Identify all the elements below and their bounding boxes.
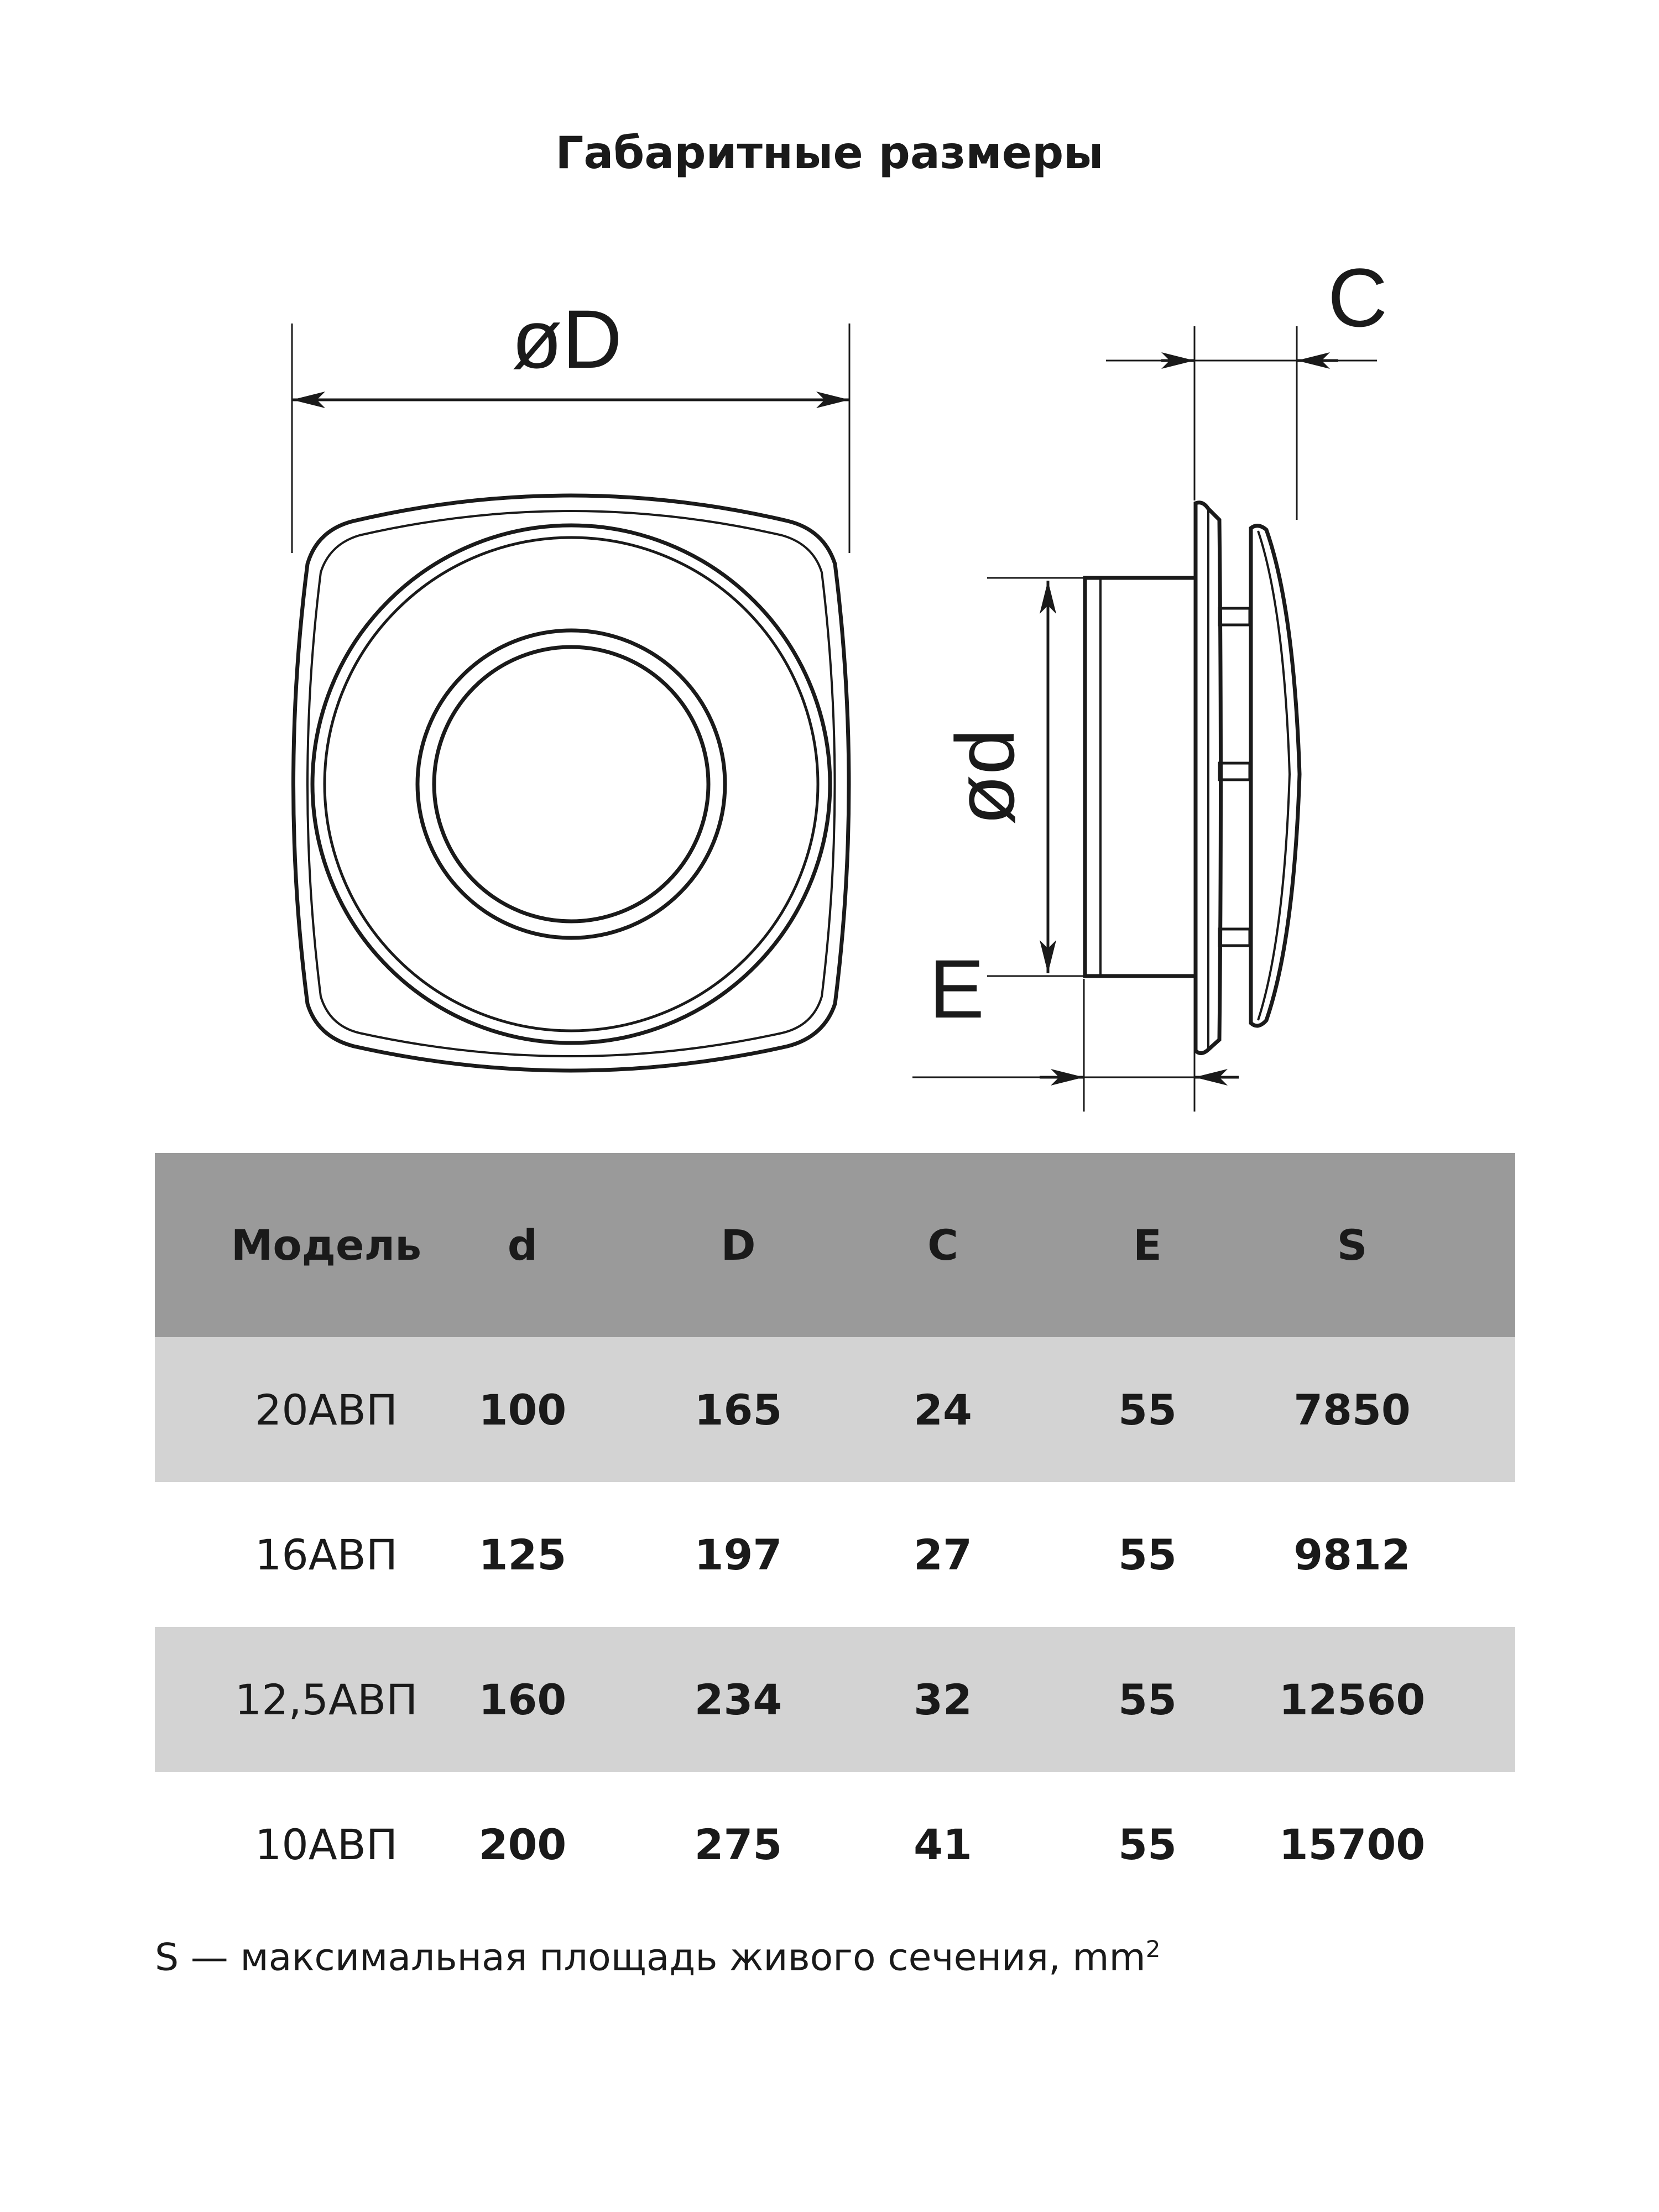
e-label: E [928, 942, 985, 1035]
cell-C: 32 [914, 1674, 972, 1724]
cell-d: 200 [478, 1819, 567, 1869]
cell-E: 55 [1118, 1530, 1177, 1579]
cell-S: 15700 [1279, 1819, 1426, 1869]
cell-D: 234 [694, 1674, 782, 1724]
header-C: C [927, 1220, 958, 1270]
cell-d: 100 [478, 1385, 567, 1434]
cell-D: 165 [694, 1385, 782, 1434]
cell-C: 27 [914, 1530, 972, 1579]
cell-S: 9812 [1293, 1530, 1411, 1579]
cell-C: 41 [914, 1819, 972, 1869]
table-row [155, 1482, 1515, 1627]
header-S: S [1337, 1220, 1368, 1270]
cell-D: 275 [694, 1819, 782, 1869]
header-E: E [1133, 1220, 1162, 1270]
cell-model: 10АВП [255, 1819, 398, 1869]
cell-d: 160 [478, 1674, 567, 1724]
cell-S: 7850 [1293, 1385, 1411, 1434]
cell-E: 55 [1118, 1674, 1177, 1724]
cell-C: 24 [914, 1385, 972, 1434]
cell-E: 55 [1118, 1385, 1177, 1434]
table-row [155, 1337, 1515, 1482]
front-view [292, 324, 849, 1071]
footnote [155, 1936, 1160, 1980]
header-model: Модель [231, 1220, 422, 1270]
duct-ring [418, 630, 725, 938]
table-row [155, 1772, 1515, 1917]
table-row [155, 1627, 1515, 1772]
page-title: Габаритные размеры [555, 127, 1104, 179]
header-D: D [721, 1220, 756, 1270]
cell-E: 55 [1118, 1819, 1177, 1869]
table-header-row [155, 1153, 1515, 1337]
faceplate-outline [294, 495, 849, 1071]
outer-diameter-label: øD [512, 293, 622, 385]
dimensions-table [155, 1153, 1515, 1917]
cell-model: 12,5АВП [234, 1674, 418, 1724]
cell-model: 20АВП [255, 1385, 398, 1434]
inner-diameter-label: ød [938, 728, 1031, 826]
cell-D: 197 [694, 1530, 782, 1579]
cell-d: 125 [478, 1530, 567, 1579]
cell-model: 16АВП [255, 1530, 398, 1579]
footnote-text: S — максимальная площадь живого сечения, mm [155, 1936, 1146, 1980]
front-disc [312, 525, 830, 1043]
footnote-superscript: 2 [1145, 1936, 1161, 1963]
header-d: d [507, 1220, 538, 1270]
c-label: C [1327, 251, 1388, 344]
cell-S: 12560 [1279, 1674, 1426, 1724]
